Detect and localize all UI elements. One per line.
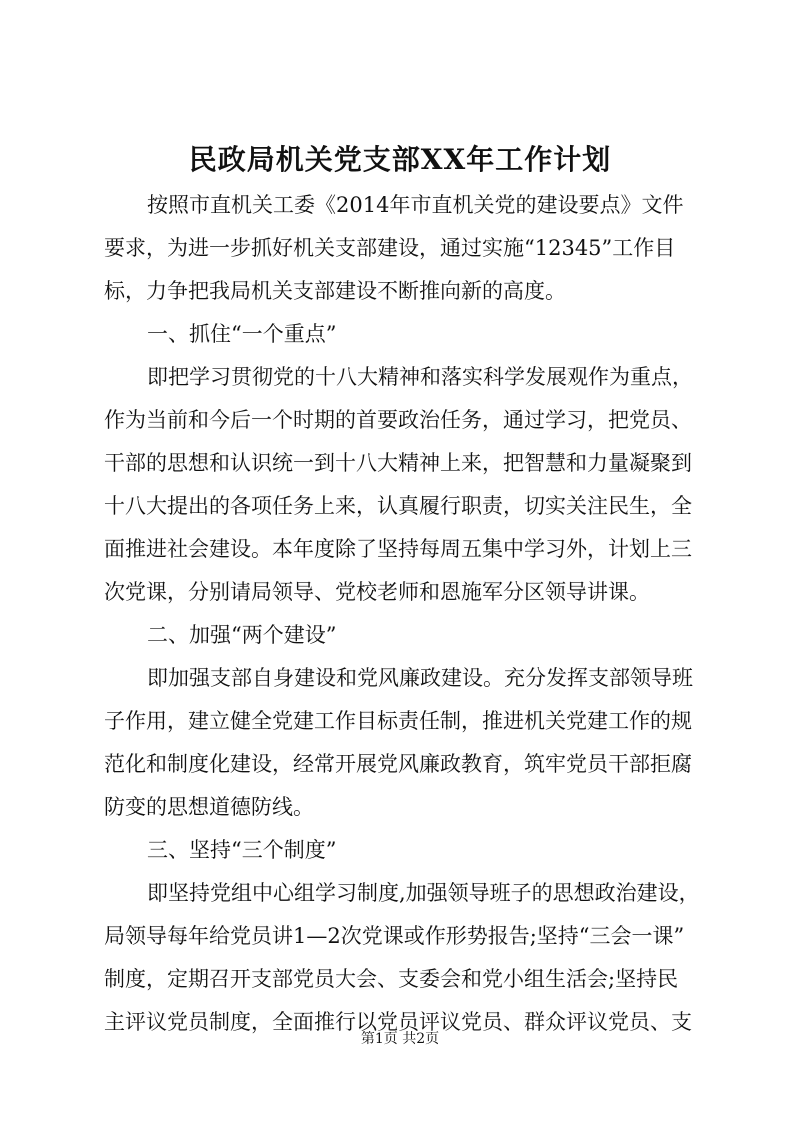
page-number: 第1页 共2页 [360, 1031, 440, 1047]
paragraph-3-line-2: 局领导每年给党员讲1—2次党课或作形势报告;坚持“三会一课” [104, 924, 685, 948]
document-body [104, 184, 714, 1044]
paragraph-1-line-6: 次党课，分别请局领导、党校老师和恩施军分区领导讲课。 [104, 580, 650, 604]
paragraph-intro-line-3: 标，力争把我局机关支部建设不断推向新的高度。 [104, 279, 566, 303]
paragraph-3-line-1: 即坚持党组中心组学习制度,加强领导班子的思想政治建设， [147, 881, 700, 905]
paragraph-2-line-3: 范化和制度化建设，经常开展党风廉政教育，筑牢党员干部拒腐 [104, 752, 692, 776]
paragraph-3-line-4: 主评议党员制度，全面推行以党员评议党员、群众评议党员、支 [104, 1010, 692, 1034]
paragraph-1-line-4: 十八大提出的各项任务上来，认真履行职责，切实关注民生，全 [104, 494, 692, 518]
page-title: 民政局机关党支部XX年工作计划 [188, 143, 612, 176]
paragraph-2-line-1: 即加强支部自身建设和党风廉政建设。充分发挥支部领导班 [147, 666, 693, 690]
section-heading-3: 三、坚持“三个制度” [147, 838, 337, 862]
paragraph-2-line-2: 子作用，建立健全党建工作目标责任制，推进机关党建工作的规 [104, 709, 692, 733]
paragraph-1-line-1: 即把学习贯彻党的十八大精神和落实科学发展观作为重点， [147, 365, 693, 389]
paragraph-intro-line-2: 要求，为进一步抓好机关支部建设，通过实施“12345”工作目 [104, 236, 676, 260]
paragraph-1-line-2: 作为当前和今后一个时期的首要政治任务，通过学习，把党员、 [104, 408, 692, 432]
paragraph-3-line-3: 制度，定期召开支部党员大会、支委会和党小组生活会;坚持民 [104, 967, 679, 991]
section-heading-1: 一、抓住“一个重点” [147, 322, 337, 346]
paragraph-1-line-5: 面推进社会建设。本年度除了坚持每周五集中学习外，计划上三 [104, 537, 692, 561]
paragraph-intro-line-1: 按照市直机关工委《2014年市直机关党的建设要点》文件 [147, 193, 684, 217]
section-heading-2: 二、加强“两个建设” [147, 623, 337, 647]
paragraph-2-line-4: 防变的思想道德防线。 [104, 795, 314, 819]
paragraph-1-line-3: 干部的思想和认识统一到十八大精神上来，把智慧和力量凝聚到 [104, 451, 692, 475]
